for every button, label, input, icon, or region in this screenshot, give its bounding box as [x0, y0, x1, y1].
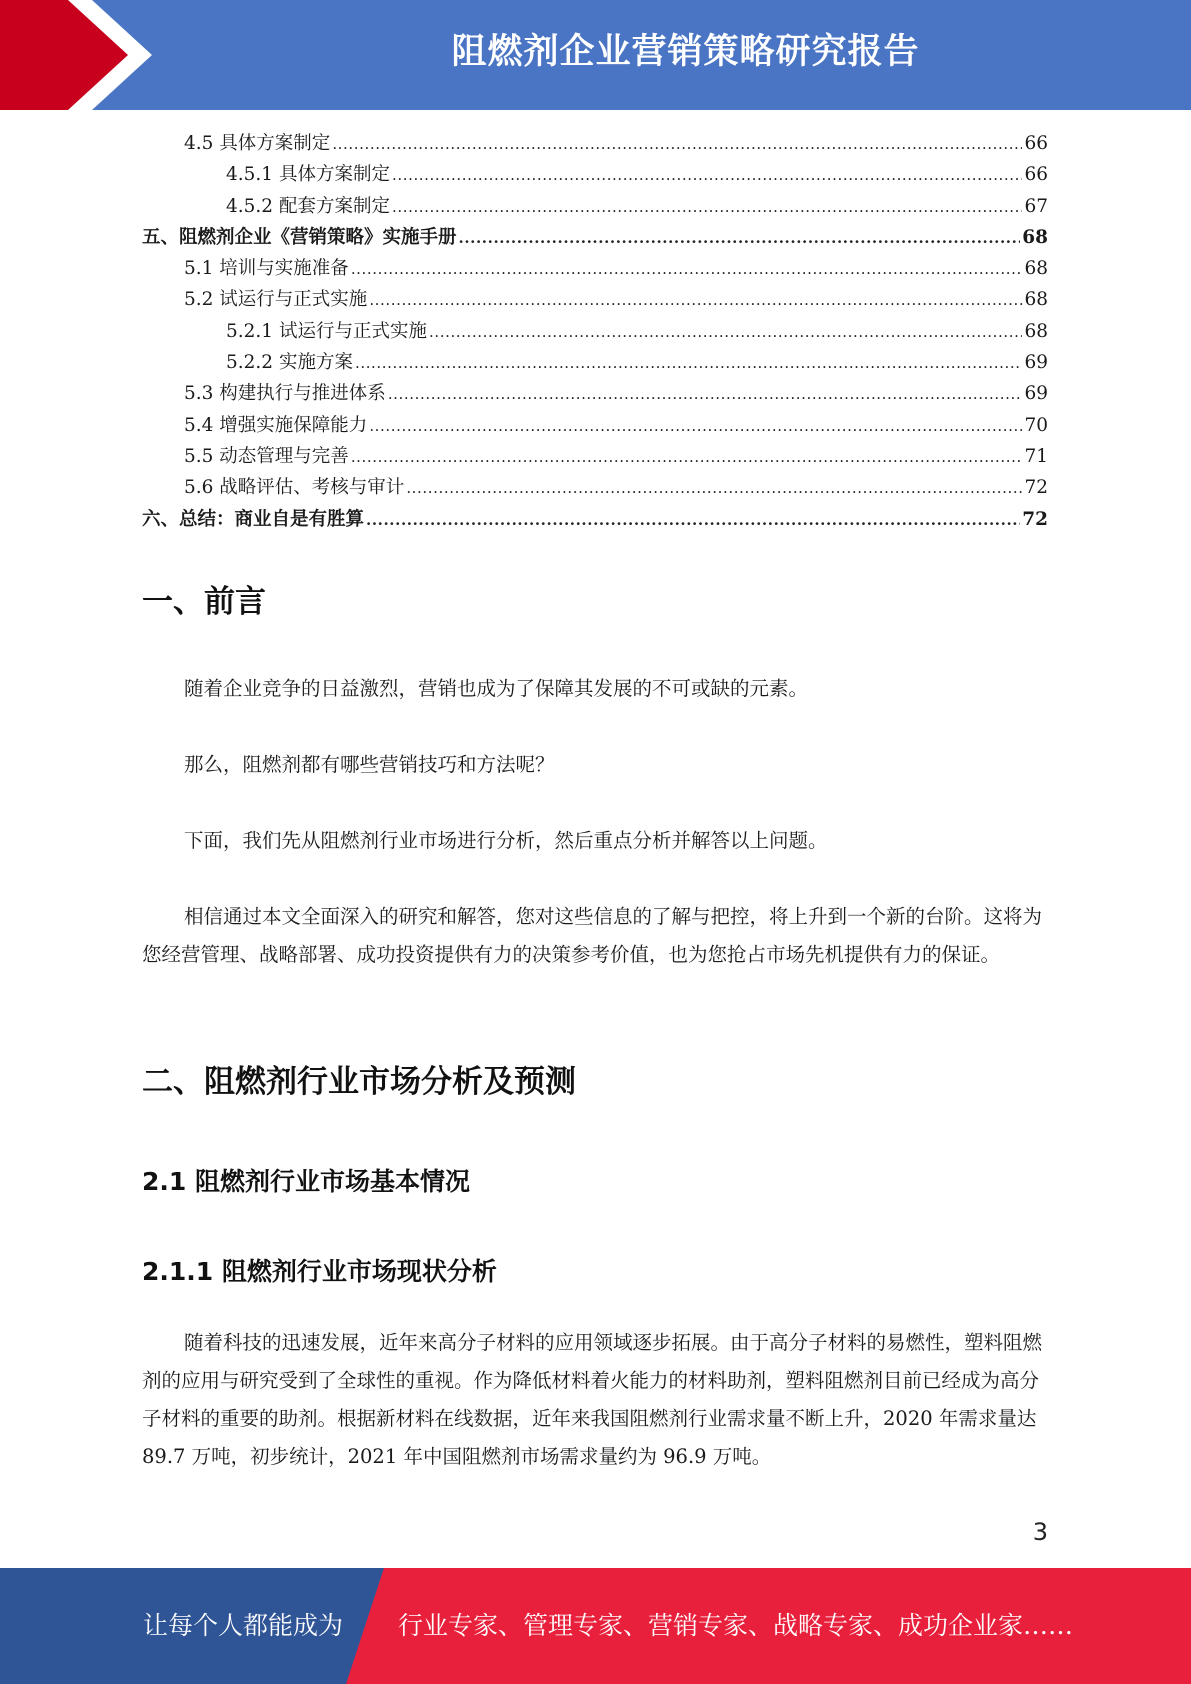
toc-leader-dots	[392, 192, 1022, 223]
preface-paragraph: 下面，我们先从阻燃剂行业市场进行分析，然后重点分析并解答以上问题。	[184, 829, 828, 852]
toc-entry[interactable]	[142, 410, 1048, 441]
section-heading-preface: 一、前言	[142, 584, 266, 620]
toc-entry-page: 72	[1022, 508, 1048, 530]
toc-leader-dots	[369, 285, 1022, 316]
toc-entry-label: 5.6 战略评估、考核与审计	[184, 477, 405, 499]
toc-entry-label: 六、总结：商业自是有胜算	[142, 508, 365, 530]
toc-entry-page: 68	[1024, 320, 1048, 342]
toc-entry-page: 72	[1024, 477, 1048, 499]
section-heading-market: 二、阻燃剂行业市场分析及预测	[142, 1064, 576, 1100]
toc-leader-dots	[406, 473, 1022, 504]
toc-entry[interactable]	[142, 472, 1048, 503]
toc-entry-page: 67	[1024, 195, 1048, 217]
toc-entry[interactable]	[142, 504, 1048, 535]
page-header	[0, 0, 1191, 110]
toc-leader-dots	[392, 160, 1022, 191]
toc-leader-dots	[351, 442, 1023, 473]
toc-entry-page: 71	[1024, 445, 1048, 467]
footer-slogan-right: 行业专家、管理专家、营销专家、战略专家、成功企业家……	[398, 1611, 1074, 1640]
toc-entry[interactable]	[142, 441, 1048, 472]
toc-entry[interactable]	[142, 284, 1048, 315]
toc-entry[interactable]	[142, 128, 1048, 159]
page-footer	[0, 1568, 1191, 1684]
toc-entry[interactable]	[142, 222, 1048, 253]
toc-leader-dots	[429, 317, 1022, 348]
toc-entry-label: 5.3 构建执行与推进体系	[184, 383, 386, 405]
toc-entry-label: 5.1 培训与实施准备	[184, 258, 349, 280]
toc-entry-label: 五、阻燃剂企业《营销策略》实施手册	[142, 226, 457, 248]
toc-leader-dots	[332, 129, 1022, 160]
toc-entry-page: 66	[1024, 164, 1048, 186]
toc-leader-dots	[388, 379, 1023, 410]
toc-entry-label: 5.2.2 实施方案	[226, 352, 353, 374]
toc-leader-dots	[369, 411, 1022, 442]
toc-leader-dots	[351, 254, 1023, 285]
toc-entry[interactable]	[142, 347, 1048, 378]
toc-entry-label: 5.5 动态管理与完善	[184, 445, 349, 467]
subsection-heading: 2.1.1 阻燃剂行业市场现状分析	[142, 1257, 497, 1286]
report-title: 阻燃剂企业营销策略研究报告	[451, 32, 920, 72]
market-paragraph: 随着科技的迅速发展，近年来高分子材料的应用领域逐步拓展。由于高分子材料的易燃性，塑料阻燃剂的应用与研究受到了全球性的重视。作为降低材料着火能力的材料助剂，塑料阻燃剂目前已经成为高分子材料的重要的助剂。根据新材料在线数据，近年来我国阻燃剂行业需求量不断上升，2020 年需求量达 89.7 万吨，初步统计，2021 年中国阻燃剂市场需求量约为 96.9 万吨。	[142, 1331, 1043, 1468]
toc-entry-page: 68	[1024, 258, 1048, 280]
preface-paragraph: 相信通过本文全面深入的研究和解答，您对这些信息的了解与把控，将上升到一个新的台阶。这将为您经营管理、战略部署、成功投资提供有力的决策参考价值，也为您抢占市场先机提供有力的保证。	[142, 905, 1043, 966]
toc-entry[interactable]	[142, 159, 1048, 190]
toc-entry-page: 69	[1024, 383, 1048, 405]
toc-entry-page: 69	[1024, 352, 1048, 374]
subsection-heading: 2.1 阻燃剂行业市场基本情况	[142, 1167, 470, 1196]
toc-entry-page: 70	[1024, 414, 1048, 436]
toc-leader-dots	[355, 348, 1023, 379]
toc-entry[interactable]	[142, 191, 1048, 222]
toc-entry-label: 4.5.1 具体方案制定	[226, 164, 390, 186]
toc-entry-label: 5.4 增强实施保障能力	[184, 414, 368, 436]
toc-entry-label: 4.5 具体方案制定	[184, 133, 331, 154]
table-of-contents	[142, 128, 1048, 535]
page-number: 3	[1032, 1518, 1048, 1546]
toc-entry[interactable]	[142, 378, 1048, 409]
toc-entry[interactable]	[142, 253, 1048, 284]
toc-leader-dots	[459, 223, 1021, 254]
preface-paragraph: 那么，阻燃剂都有哪些营销技巧和方法呢？	[184, 753, 555, 776]
footer-slogan-left: 让每个人都能成为	[143, 1611, 344, 1640]
toc-entry[interactable]	[142, 316, 1048, 347]
toc-entry-page: 68	[1022, 226, 1048, 248]
toc-entry-page: 68	[1024, 289, 1048, 311]
toc-leader-dots	[366, 505, 1020, 536]
preface-paragraph: 随着企业竞争的日益激烈，营销也成为了保障其发展的不可或缺的元素。	[184, 677, 809, 700]
toc-entry-label: 4.5.2 配套方案制定	[226, 195, 390, 217]
toc-entry-page: 66	[1024, 133, 1048, 154]
toc-entry-label: 5.2 试运行与正式实施	[184, 289, 368, 311]
toc-entry-label: 5.2.1 试运行与正式实施	[226, 320, 427, 342]
